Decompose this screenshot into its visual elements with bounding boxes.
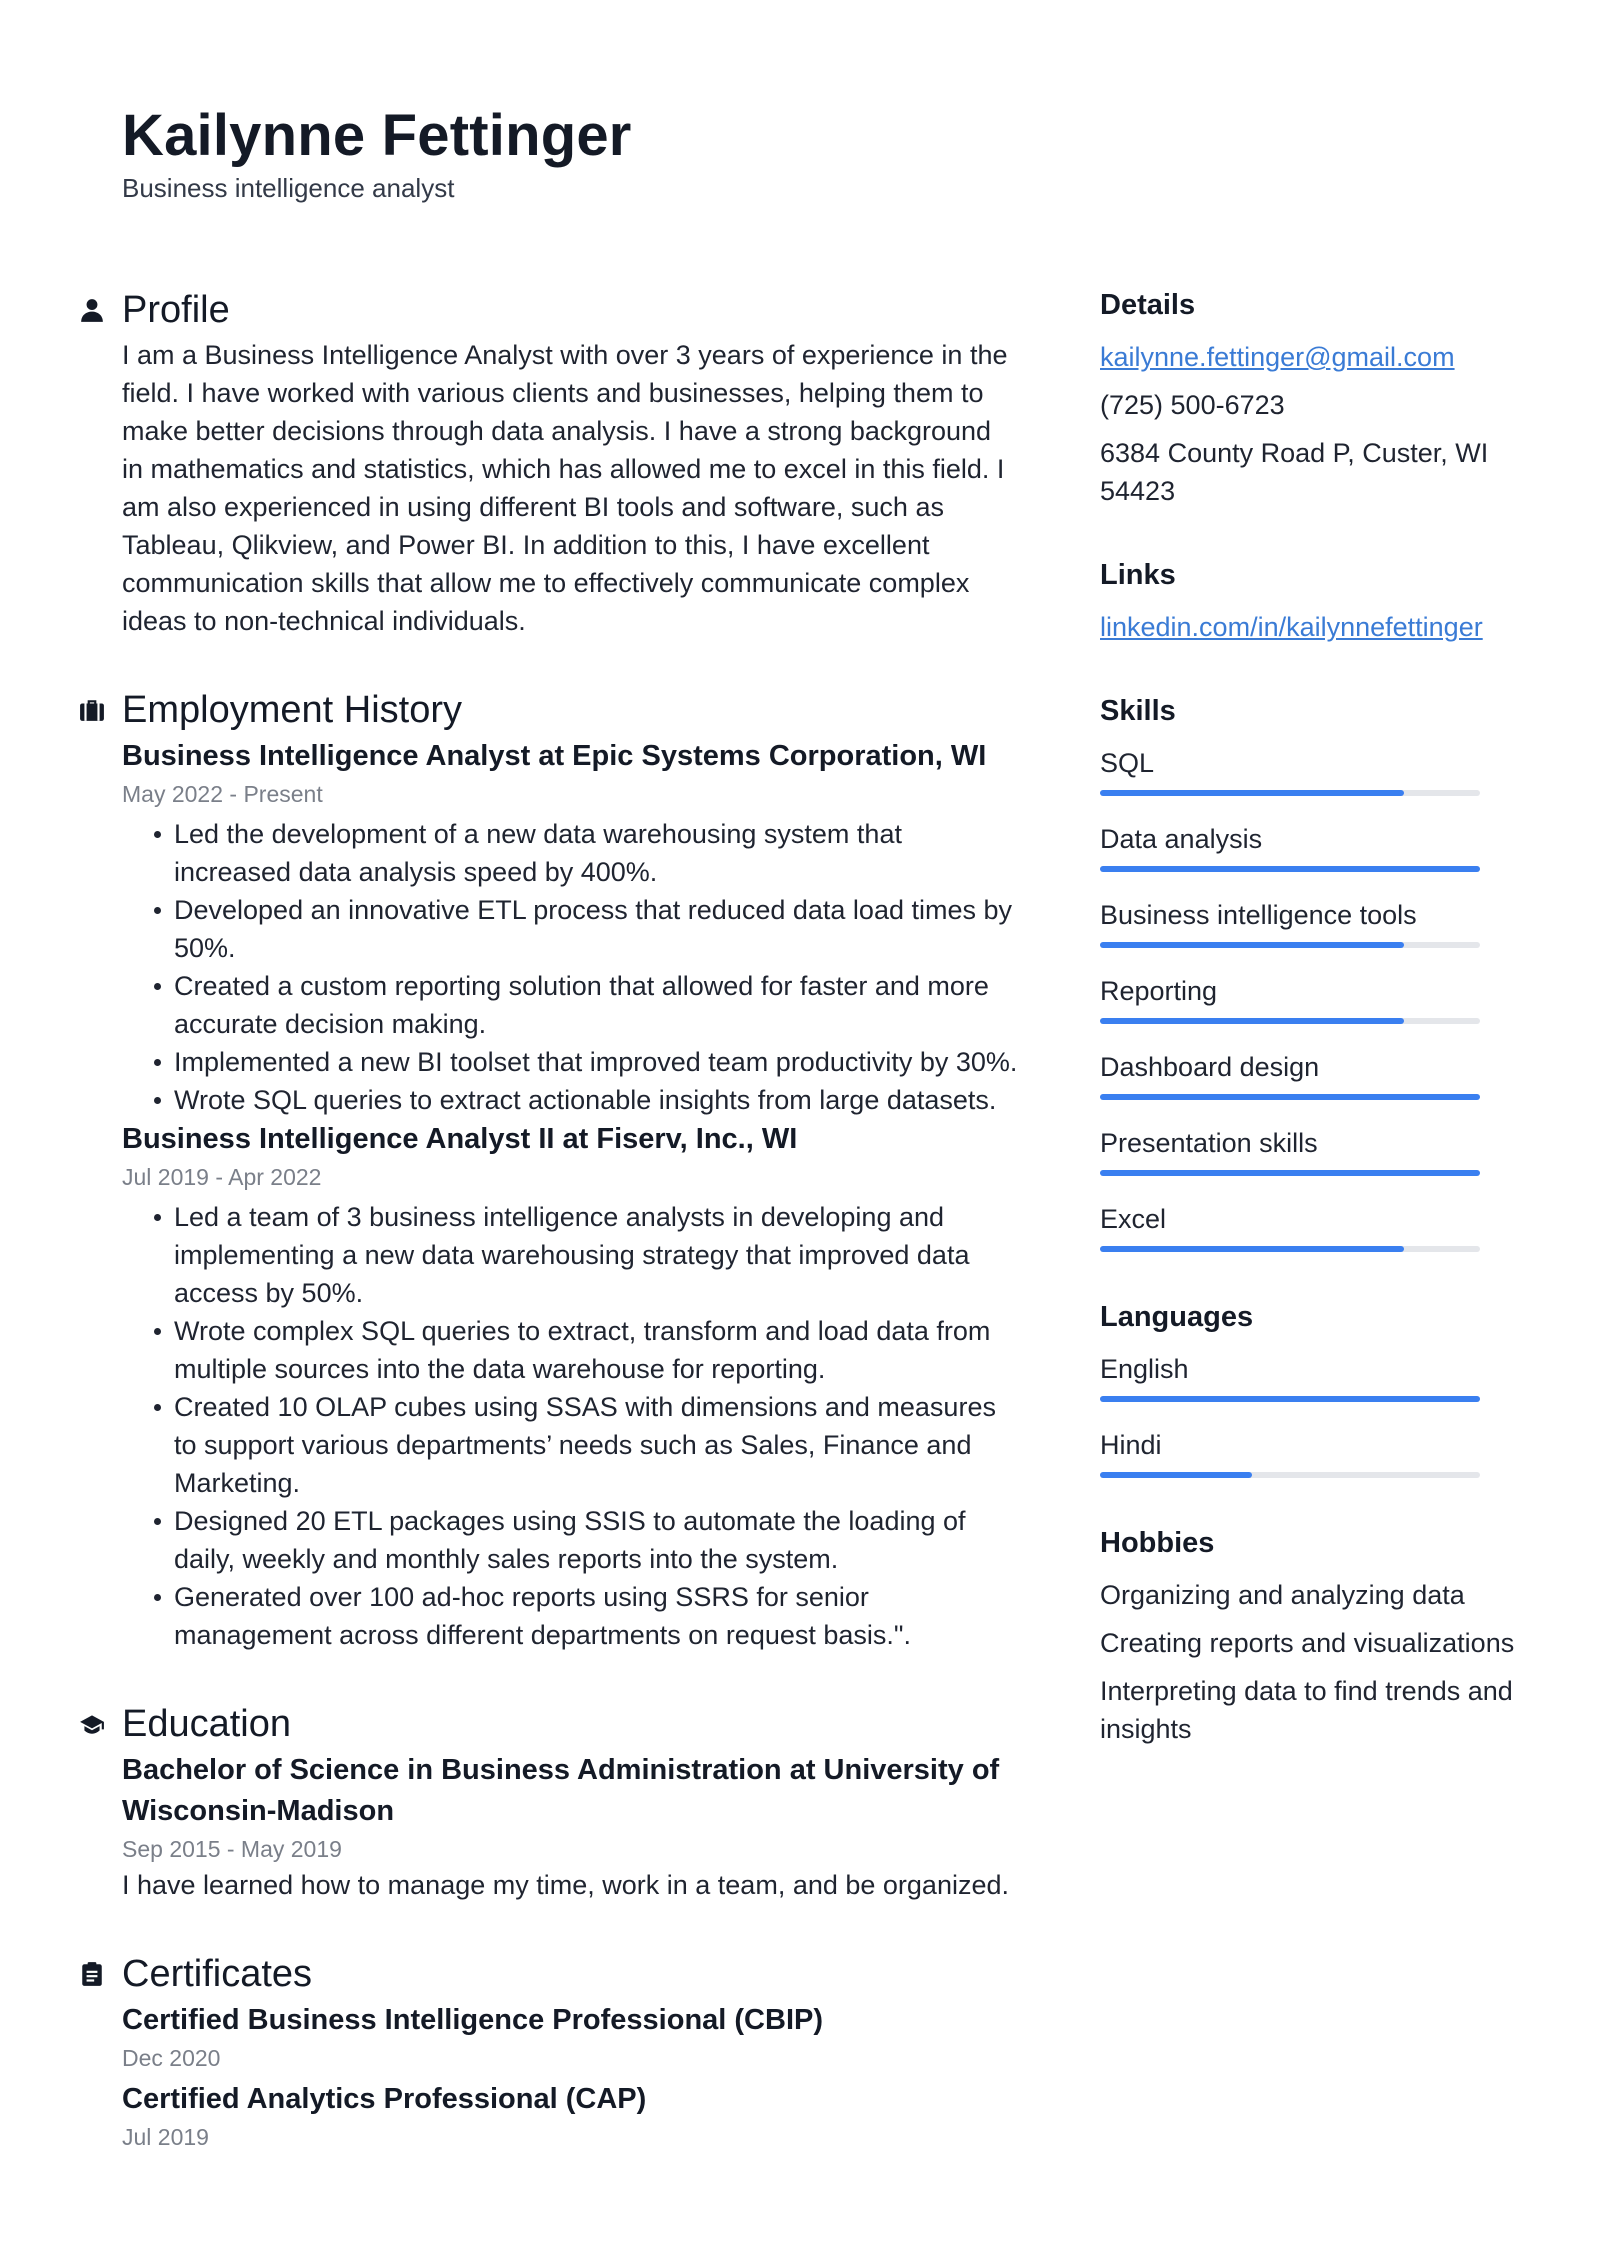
certificate-date: Jul 2019	[122, 2124, 209, 2150]
certificate-title: Certified Business Intelligence Professional (CBIP)	[122, 2004, 823, 2036]
hobbies-section	[1100, 1522, 1540, 1748]
employment-section	[78, 684, 1018, 1654]
certificate-entry	[122, 2000, 1018, 2075]
job-bullets	[122, 1198, 1018, 1654]
bullet-item: Led a team of 3 business intelligence analysts in developing and implementing a new data warehousing strategy that improved data access by 50%.	[122, 1198, 1018, 1312]
skill-name: SQL	[1100, 748, 1155, 778]
bullet-item: Implemented a new BI toolset that improved team productivity by 30%.	[122, 1043, 1018, 1081]
language-list	[1100, 1350, 1540, 1478]
section-title: Profile	[122, 289, 230, 331]
education-entry	[122, 1750, 1018, 1904]
bullet-item: Created 10 OLAP cubes using SSAS with dimensions and measures to support various departments’ needs such as Sales, Finance and Marketing.	[122, 1388, 1018, 1502]
graduation-cap-icon	[78, 1710, 106, 1738]
hobby-item: Organizing and analyzing data	[1100, 1580, 1465, 1610]
level-bar	[1100, 1170, 1480, 1176]
skill-item	[1100, 1124, 1540, 1176]
section-header	[78, 684, 1018, 736]
section-title: Education	[122, 1703, 292, 1745]
bullet-item: Wrote SQL queries to extract actionable insights from large datasets.	[122, 1081, 1018, 1119]
hobbies-heading: Hobbies	[1100, 1527, 1215, 1559]
language-item	[1100, 1350, 1540, 1402]
details-heading: Details	[1100, 289, 1196, 321]
level-bar	[1100, 1396, 1480, 1402]
section-header	[78, 1948, 1018, 2000]
job-bullets	[122, 815, 1018, 1119]
job-entry	[122, 1119, 1018, 1654]
skill-item	[1100, 972, 1540, 1024]
languages-heading: Languages	[1100, 1301, 1254, 1333]
clipboard-icon	[78, 1960, 106, 1988]
skill-name: Excel	[1100, 1204, 1167, 1234]
education-dates: Sep 2015 - May 2019	[122, 1836, 342, 1862]
job-list	[78, 736, 1018, 1654]
person-icon	[78, 296, 106, 324]
bullet-item: Developed an innovative ETL process that reduced data load times by 50%.	[122, 891, 1018, 967]
language-item	[1100, 1426, 1540, 1478]
level-bar-fill	[1100, 790, 1404, 796]
bullet-item: Designed 20 ETL packages using SSIS to automate the loading of daily, weekly and monthly sales reports into the system.	[122, 1502, 1018, 1578]
skill-name: Reporting	[1100, 976, 1218, 1006]
skill-item	[1100, 1048, 1540, 1100]
certificate-list	[78, 2000, 1018, 2154]
section-header	[78, 284, 1018, 336]
links-section	[1100, 554, 1540, 646]
certificate-date: Dec 2020	[122, 2045, 221, 2071]
section-header	[78, 1698, 1018, 1750]
education-list	[78, 1750, 1018, 1904]
certificates-section	[78, 1948, 1018, 2154]
hobby-list	[1100, 1576, 1540, 1748]
level-bar	[1100, 866, 1480, 872]
level-bar-fill	[1100, 1472, 1252, 1478]
skill-item	[1100, 896, 1540, 948]
job-title: Business Intelligence Analyst II at Fiserv, Inc., WI	[122, 1123, 798, 1155]
job-title: Business Intelligence Analyst at Epic Systems Corporation, WI	[122, 740, 987, 772]
level-bar-fill	[1100, 1094, 1480, 1100]
level-bar-fill	[1100, 942, 1404, 948]
language-name: Hindi	[1100, 1430, 1162, 1460]
briefcase-icon	[78, 696, 106, 724]
level-bar-fill	[1100, 1396, 1480, 1402]
section-title: Certificates	[122, 1953, 313, 1995]
skill-name: Business intelligence tools	[1100, 900, 1417, 930]
skills-section	[1100, 690, 1540, 1252]
certificate-entry	[122, 2079, 1018, 2154]
skill-item	[1100, 820, 1540, 872]
links-heading: Links	[1100, 559, 1176, 591]
level-bar-fill	[1100, 866, 1480, 872]
bullet-item: Led the development of a new data warehousing system that increased data analysis speed by 400%.	[122, 815, 1018, 891]
resume-header	[122, 100, 632, 206]
skill-name: Data analysis	[1100, 824, 1263, 854]
level-bar	[1100, 1472, 1480, 1478]
candidate-title: Business intelligence analyst	[122, 173, 455, 203]
skills-heading: Skills	[1100, 695, 1176, 727]
job-dates: Jul 2019 - Apr 2022	[122, 1164, 322, 1190]
bullet-item: Created a custom reporting solution that allowed for faster and more accurate decision making.	[122, 967, 1018, 1043]
sidebar-column	[1100, 284, 1540, 1792]
skill-list	[1100, 744, 1540, 1252]
degree-title: Bachelor of Science in Business Administration at University of Wisconsin-Madison	[122, 1754, 1000, 1827]
email-link[interactable]: kailynne.fettinger@gmail.com	[1100, 342, 1455, 372]
education-section	[78, 1698, 1018, 1904]
level-bar-fill	[1100, 1246, 1404, 1252]
level-bar	[1100, 942, 1480, 948]
languages-section	[1100, 1296, 1540, 1478]
skill-item	[1100, 744, 1540, 796]
main-column	[78, 284, 1018, 2198]
bullet-item: Generated over 100 ad-hoc reports using SSRS for senior management across different departments on request basis.".	[122, 1578, 1018, 1654]
hobby-item: Interpreting data to find trends and insights	[1100, 1676, 1513, 1744]
linkedin-link[interactable]: linkedin.com/in/kailynnefettinger	[1100, 612, 1483, 642]
level-bar	[1100, 1246, 1480, 1252]
education-description: I have learned how to manage my time, work in a team, and be organized.	[122, 1870, 1009, 1900]
address: 6384 County Road P, Custer, WI 54423	[1100, 438, 1489, 506]
level-bar	[1100, 1018, 1480, 1024]
job-entry	[122, 736, 1018, 1119]
hobby-item: Creating reports and visualizations	[1100, 1628, 1515, 1658]
profile-section	[78, 284, 1018, 640]
level-bar	[1100, 1094, 1480, 1100]
profile-text: I am a Business Intelligence Analyst with over 3 years of experience in the field. I have worked with various clients and businesses, helping them to make better decisions through data analysis. I have a strong background in mathematics and statistics, which has allowed me to excel in this field. I am also experienced in using different BI tools and software, such as Tableau, Qlikview, and Power BI. In addition to this, I have excellent communication skills that allow me to effectively communicate complex ideas to non-technical individuals.	[122, 340, 1008, 636]
details-section	[1100, 284, 1540, 510]
job-dates: May 2022 - Present	[122, 781, 323, 807]
bullet-item: Wrote complex SQL queries to extract, transform and load data from multiple sources into the data warehouse for reporting.	[122, 1312, 1018, 1388]
language-name: English	[1100, 1354, 1189, 1384]
skill-name: Presentation skills	[1100, 1128, 1318, 1158]
level-bar-fill	[1100, 1170, 1480, 1176]
candidate-name: Kailynne Fettinger	[122, 103, 632, 168]
level-bar-fill	[1100, 1018, 1404, 1024]
certificate-title: Certified Analytics Professional (CAP)	[122, 2083, 647, 2115]
section-title: Employment History	[122, 689, 462, 731]
skill-item	[1100, 1200, 1540, 1252]
phone-number: (725) 500-6723	[1100, 390, 1285, 420]
skill-name: Dashboard design	[1100, 1052, 1320, 1082]
level-bar	[1100, 790, 1480, 796]
